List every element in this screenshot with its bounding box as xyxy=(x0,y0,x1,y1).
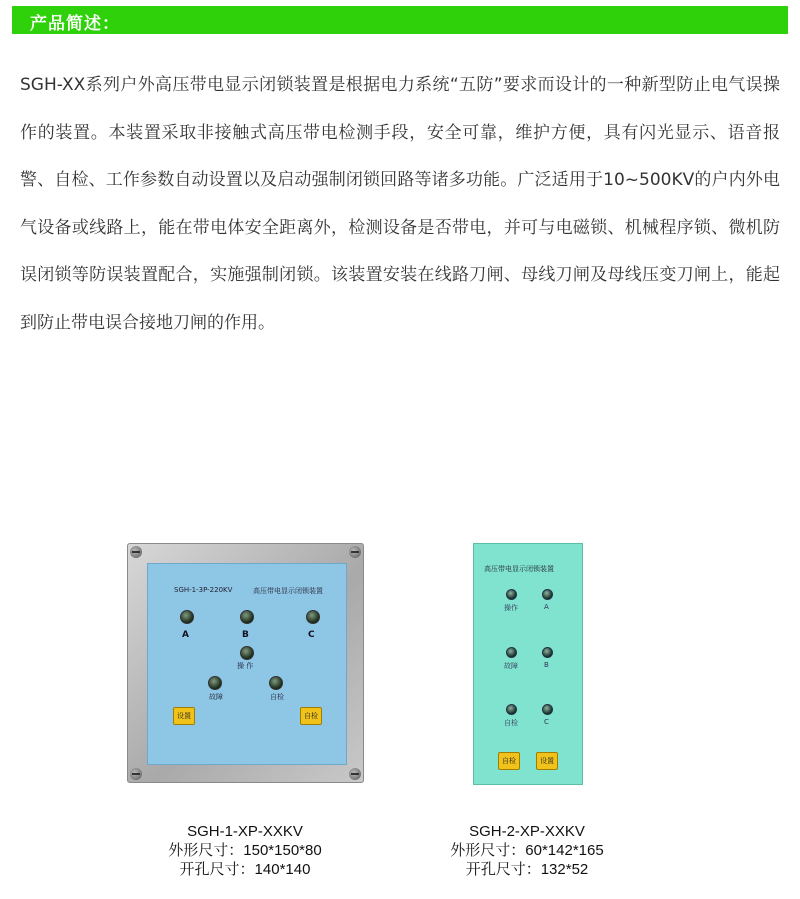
fault-label: 故障 xyxy=(209,693,223,701)
lamp-b-label: B xyxy=(544,661,549,669)
panel-name-label: 高压带电显示闭锁装置 xyxy=(253,587,323,595)
op-label: 操作 xyxy=(504,604,518,612)
section-title: 产品简述： xyxy=(30,14,120,34)
selfcheck-button: 自检 xyxy=(300,707,322,725)
selfcheck-button: 自检 xyxy=(498,752,520,770)
product1-model: SGH-1-XP-XXKV xyxy=(187,823,303,840)
op-label: 操 作 xyxy=(237,662,254,670)
lamp-b-label: B xyxy=(242,630,249,640)
product2-model: SGH-2-XP-XXKV xyxy=(469,823,585,840)
indicator-lamp-a xyxy=(542,589,553,600)
indicator-lamp-c xyxy=(306,610,320,624)
selfcheck-label: 自检 xyxy=(504,719,518,727)
set-button: 设置 xyxy=(173,707,195,725)
panel-model-label: SGH-1-3P-220KV xyxy=(174,586,233,594)
indicator-lamp-op xyxy=(240,646,254,660)
indicator-lamp-c xyxy=(542,704,553,715)
section-header-bar xyxy=(12,6,788,34)
lamp-c-label: C xyxy=(544,718,549,726)
screw-icon xyxy=(130,546,142,558)
indicator-lamp-b xyxy=(240,610,254,624)
set-button: 设置 xyxy=(536,752,558,770)
device-face xyxy=(147,563,347,765)
product1-size: 外形尺寸：150*150*80 xyxy=(168,842,322,859)
indicator-lamp-op xyxy=(506,589,517,600)
screw-icon xyxy=(130,768,142,780)
indicator-lamp-fault xyxy=(506,647,517,658)
indicator-lamp-selfcheck xyxy=(269,676,283,690)
product1-image xyxy=(127,543,364,783)
lamp-a-label: A xyxy=(544,603,549,611)
screw-icon xyxy=(349,768,361,780)
fault-label: 故障 xyxy=(504,662,518,670)
indicator-lamp-selfcheck xyxy=(506,704,517,715)
lamp-c-label: C xyxy=(308,630,315,640)
product2-hole: 开孔尺寸：132*52 xyxy=(465,861,589,878)
product-description: SGH-XX系列户外高压带电显示闭锁装置是根据电力系统“五防”要求而设计的一种新型防止电气误操作的装置。本装置采取非接触式高压带电检测手段，安全可靠，维护方便，具有闪光显示、语音报警、自检、工作参数自动设置以及启动强制闭锁回路等诸多功能。广泛适用于10~500KV的户内外电气设备或线路上，能在带电体安全距离外，检测设备是否带电，并可与电磁锁、机械程序锁、微机防误闭锁等防误装置配合，实施强制闭锁。该装置安装在线路刀闸、母线刀闸及母线压变刀闸上，能起到防止带电误合接地刀闸的作用。 xyxy=(20,75,780,333)
lamp-a-label: A xyxy=(182,630,189,640)
product2-image xyxy=(473,543,583,785)
panel-name-label: 高压带电显示闭锁装置 xyxy=(484,565,554,573)
product1-caption xyxy=(125,822,365,879)
product2-caption xyxy=(407,822,647,879)
indicator-lamp-a xyxy=(180,610,194,624)
indicator-lamp-fault xyxy=(208,676,222,690)
product1-hole: 开孔尺寸：140*140 xyxy=(179,861,311,878)
product2-size: 外形尺寸：60*142*165 xyxy=(450,842,604,859)
selfcheck-label: 自检 xyxy=(270,693,284,701)
indicator-lamp-b xyxy=(542,647,553,658)
screw-icon xyxy=(349,546,361,558)
